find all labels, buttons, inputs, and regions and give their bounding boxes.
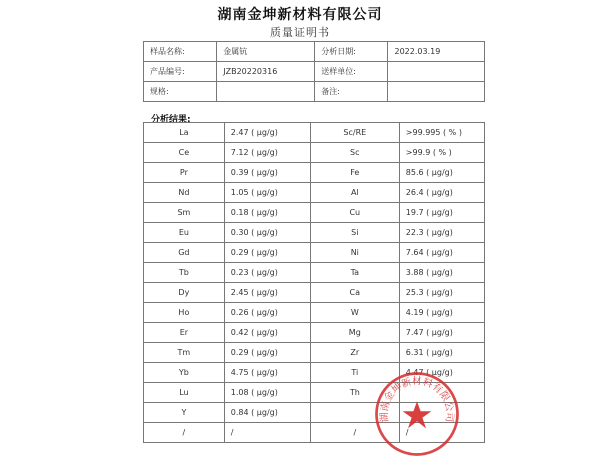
element-value: 19.7 ( μg/g) [399, 203, 484, 223]
result-row [144, 203, 485, 223]
element-value: 4.47 ( μg/g) [399, 363, 484, 383]
info-value: JZB20220316 [217, 62, 315, 82]
element-value: 0.39 ( μg/g) [224, 163, 310, 183]
element-name: Tm [144, 343, 225, 363]
info-label: 备注: [315, 82, 388, 102]
element-value: 0.29 ( μg/g) [224, 243, 310, 263]
element-name: Th [310, 383, 399, 403]
element-value: 1.05 ( μg/g) [224, 183, 310, 203]
element-value: 85.6 ( μg/g) [399, 163, 484, 183]
info-value: 2022.03.19 [388, 42, 485, 62]
element-name: Fe [310, 163, 399, 183]
element-name: Si [310, 223, 399, 243]
element-value: 0.26 ( μg/g) [224, 303, 310, 323]
info-row [144, 82, 485, 102]
results-section-title: 分析结果: [151, 115, 191, 125]
info-value [388, 62, 485, 82]
element-value: 0.29 ( μg/g) [224, 343, 310, 363]
element-value: 7.47 ( μg/g) [399, 323, 484, 343]
element-value: 25.3 ( μg/g) [399, 283, 484, 303]
element-name: Sc [310, 143, 399, 163]
element-name: Ce [144, 143, 225, 163]
element-value: 1.08 ( μg/g) [224, 383, 310, 403]
element-name: La [144, 123, 225, 143]
element-name: / [144, 423, 225, 443]
info-value [388, 82, 485, 102]
element-value: 4.75 ( μg/g) [224, 363, 310, 383]
info-label: 规格: [144, 82, 217, 102]
element-value: 2.47 ( μg/g) [224, 123, 310, 143]
element-name: Yb [144, 363, 225, 383]
element-name: Er [144, 323, 225, 343]
info-row [144, 62, 485, 82]
result-row [144, 163, 485, 183]
document-title: 质量证明书 [270, 26, 330, 39]
element-name: / [310, 423, 399, 443]
element-value: 22.3 ( μg/g) [399, 223, 484, 243]
element-name: Gd [144, 243, 225, 263]
element-name: Y [144, 403, 225, 423]
element-value: / [399, 423, 484, 443]
element-value: 2.45 ( μg/g) [224, 283, 310, 303]
element-name: Al [310, 183, 399, 203]
element-value: 0.30 ( μg/g) [224, 223, 310, 243]
info-label: 样品名称: [144, 42, 217, 62]
info-label: 送样单位: [315, 62, 388, 82]
info-label: 分析日期: [315, 42, 388, 62]
element-name: Nd [144, 183, 225, 203]
result-row [144, 303, 485, 323]
seal-text: 湖南金坤新材料有限公司 [378, 376, 456, 423]
element-value: / [224, 423, 310, 443]
element-name: Ni [310, 243, 399, 263]
element-value: 0.18 ( μg/g) [224, 203, 310, 223]
element-value: 6.31 ( μg/g) [399, 343, 484, 363]
element-name: Sm [144, 203, 225, 223]
element-value: 7.12 ( μg/g) [224, 143, 310, 163]
info-label: 产品编号: [144, 62, 217, 82]
element-value: >99.9 ( % ) [399, 143, 484, 163]
result-row [144, 243, 485, 263]
element-name: Lu [144, 383, 225, 403]
element-value: 7.64 ( μg/g) [399, 243, 484, 263]
element-value: 0.84 ( μg/g) [224, 403, 310, 423]
result-row [144, 183, 485, 203]
result-row [144, 223, 485, 243]
element-name: Eu [144, 223, 225, 243]
element-value: >99.995 ( % ) [399, 123, 484, 143]
element-name: Tb [144, 263, 225, 283]
element-name: Zr [310, 343, 399, 363]
element-name: Dy [144, 283, 225, 303]
info-value [217, 82, 315, 102]
element-name: Ho [144, 303, 225, 323]
element-name: Sc/RE [310, 123, 399, 143]
company-name: 湖南金坤新材料有限公司 [217, 7, 383, 23]
result-row [144, 263, 485, 283]
element-name: Ti [310, 363, 399, 383]
element-value: 4.19 ( μg/g) [399, 303, 484, 323]
element-name: Ta [310, 263, 399, 283]
element-name: Ca [310, 283, 399, 303]
element-value: 0.42 ( μg/g) [224, 323, 310, 343]
info-value: 金属钪 [217, 42, 315, 62]
info-row [144, 42, 485, 62]
result-row [144, 343, 485, 363]
element-name: Cu [310, 203, 399, 223]
company-seal [372, 369, 462, 459]
result-row [144, 123, 485, 143]
element-value: 3.88 ( μg/g) [399, 263, 484, 283]
element-value: 0.23 ( μg/g) [224, 263, 310, 283]
result-row [144, 283, 485, 303]
element-name: Mg [310, 323, 399, 343]
element-name: Pr [144, 163, 225, 183]
result-row [144, 323, 485, 343]
element-name: W [310, 303, 399, 323]
element-value: 26.4 ( μg/g) [399, 183, 484, 203]
sample-info-table [143, 41, 485, 102]
result-row [144, 143, 485, 163]
star-icon [403, 401, 432, 428]
